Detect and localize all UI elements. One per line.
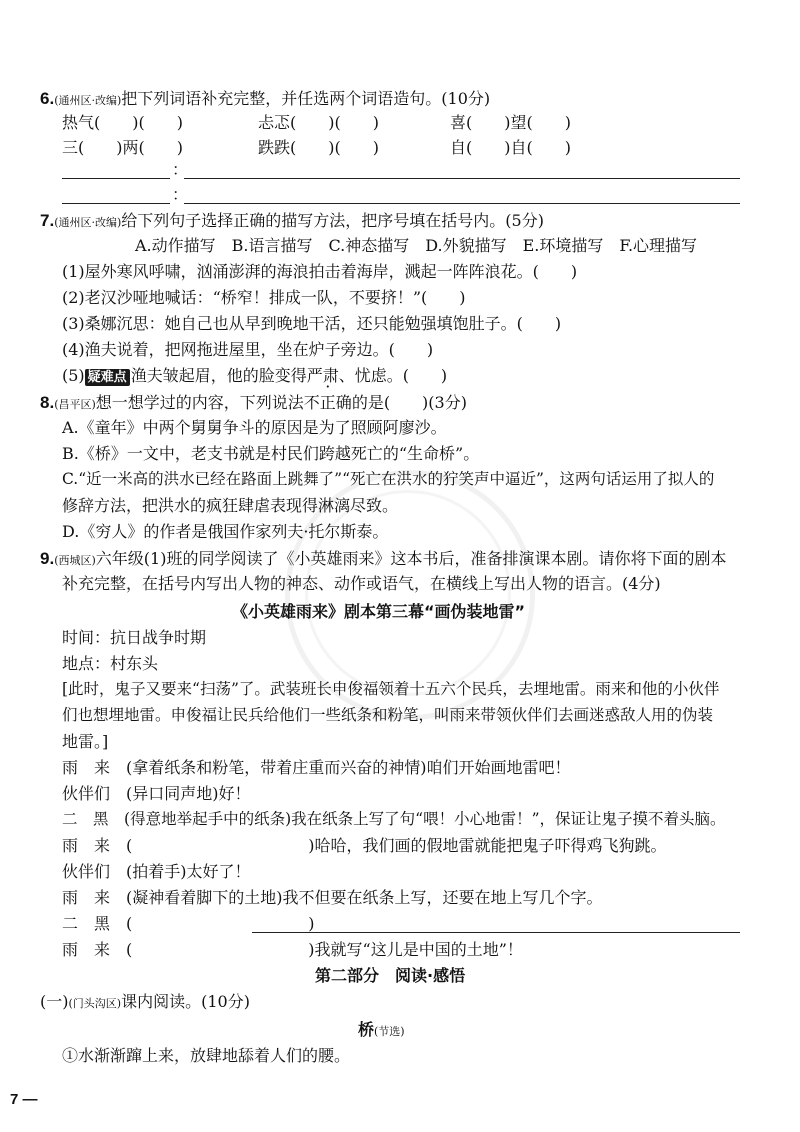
- q8-option-c-cont: 修辞方法，把洪水的疯狂肆虐表现得淋漓尽致。: [62, 496, 399, 515]
- play-line: 伙伴们 (异口同声地)好！: [62, 784, 251, 803]
- q7-item: (4)渔夫说着，把网拖进屋里，坐在炉子旁边。( ): [62, 340, 434, 359]
- question-7-heading: 7.(通州区·改编)给下列句子选择正确的描写方法，把序号填在括号内。(5分): [40, 211, 544, 230]
- answer-line[interactable]: [252, 932, 740, 933]
- q8-option-a: A.《童年》中两个舅舅争斗的原因是为了照顾阿廖沙。: [62, 418, 447, 437]
- q6-item: 忐忑( )( ): [258, 113, 379, 132]
- answer-line[interactable]: [62, 178, 170, 179]
- play-time: 时间：抗日战争时期: [62, 628, 207, 647]
- q7-item: (5) 疑难点 渔夫皱起眉，他的脸变得严肃、忧虑。( ): [62, 366, 448, 385]
- q8-option-d: D.《穷人》的作者是俄国作家列夫·托尔斯泰。: [62, 522, 389, 541]
- answer-line[interactable]: [62, 203, 170, 204]
- play-line[interactable]: 二 黑 ( ): [62, 914, 315, 933]
- play-scene: 们也想埋地雷。申俊福让民兵给他们一些纸条和粉笔，叫雨来带领伙伴们去画迷惑敌人用的伪装: [62, 706, 714, 724]
- q6-item: 喜( )望( ): [450, 113, 571, 132]
- q6-item: 热气( )( ): [62, 113, 183, 132]
- play-line[interactable]: 雨 来 ( )我就写“这儿是中国的土地”！: [62, 940, 523, 959]
- q6-item: 三( )两( ): [62, 138, 183, 157]
- colon: ：: [172, 185, 189, 204]
- q8-option-c: C.“近一米高的洪水已经在路面上跳舞了”“死亡在洪水的狞笑声中逼近”，这两句话运用了拟人的: [62, 470, 715, 488]
- play-line: 二 黑 (得意地举起手中的纸条)我在纸条上写了句“喂！小心地雷！”，保证让鬼子摸不着头脑。: [62, 810, 726, 828]
- play-line[interactable]: 雨 来 ( )哈哈，我们画的假地雷就能把鬼子吓得鸡飞狗跳。: [62, 836, 667, 855]
- section-heading: (一)(门头沟区)课内阅读。(10分): [40, 992, 250, 1011]
- q9-prompt-cont: 补充完整，在括号内写出人物的神态、动作或语气，在横线上写出人物的语言。(4分): [62, 574, 661, 593]
- q7-item: (3)桑娜沉思：她自己也从早到晚地干活，还只能勉强填饱肚子。( ): [62, 314, 562, 333]
- page-number: 7 —: [10, 1091, 38, 1108]
- emphasis-text: 不正确: [303, 393, 352, 412]
- watermark-stamp-inner: [305, 490, 511, 696]
- q6-item: 自( )自( ): [450, 138, 571, 157]
- question-8-heading: 8.(昌平区)想一想学过的内容，下列说法不正确的是( )(3分): [40, 393, 467, 412]
- answer-line[interactable]: [184, 178, 740, 179]
- play-title: 《小英雄雨来》剧本第三幕“画伪装地雷”: [232, 602, 526, 621]
- q8-option-b: B.《桥》一文中，老支书就是村民们跨越死亡的“生命桥”。: [62, 444, 480, 463]
- play-scene: [此时，鬼子又要来“扫荡”了。武装班长申俊福领着十五六个民兵，去埋地雷。雨来和他的小伙伴: [62, 680, 720, 698]
- play-place: 地点：村东头: [62, 654, 159, 673]
- q7-item: (2)老汉沙哑地喊话：“桥窄！排成一队，不要挤！”( ): [62, 288, 466, 307]
- play-line: 伙伴们 (拍着手)太好了！: [62, 862, 251, 881]
- question-6-heading: 6.(通州区·改编)把下列词语补充完整，并任选两个词语造句。(10分): [40, 89, 491, 108]
- play-line: 雨 来 (凝神看着脚下的土地)我不但要在纸条上写，还要在地上写几个字。: [62, 888, 603, 907]
- passage-paragraph: ①水渐渐蹿上来，放肆地舔着人们的腰。: [62, 1046, 351, 1065]
- passage-title: 桥(节选): [358, 1020, 405, 1039]
- q7-options: A.动作描写 B.语言描写 C.神态描写 D.外貌描写 E.环境描写 F.心理描写: [135, 236, 698, 255]
- play-scene: 地雷。]: [62, 732, 109, 751]
- play-line: 雨 来 (拿着纸条和粉笔，带着庄重而兴奋的神情)咱们开始画地雷吧！: [62, 758, 571, 777]
- part-heading: 第二部分 阅读·感悟: [315, 966, 466, 985]
- q7-item: (1)屋外寒风呼啸，汹涌澎湃的海浪拍击着海岸，溅起一阵阵浪花。( ): [62, 262, 578, 281]
- q6-item: 跌跌( )( ): [258, 138, 379, 157]
- answer-line[interactable]: [184, 203, 740, 204]
- question-9-heading: 9.(西城区)六年级(1)班的同学阅读了《小英雄雨来》这本书后，准备排演课本剧。请你将下面的剧本: [40, 549, 727, 568]
- colon: ：: [172, 160, 189, 179]
- difficulty-badge: 疑难点: [85, 369, 130, 386]
